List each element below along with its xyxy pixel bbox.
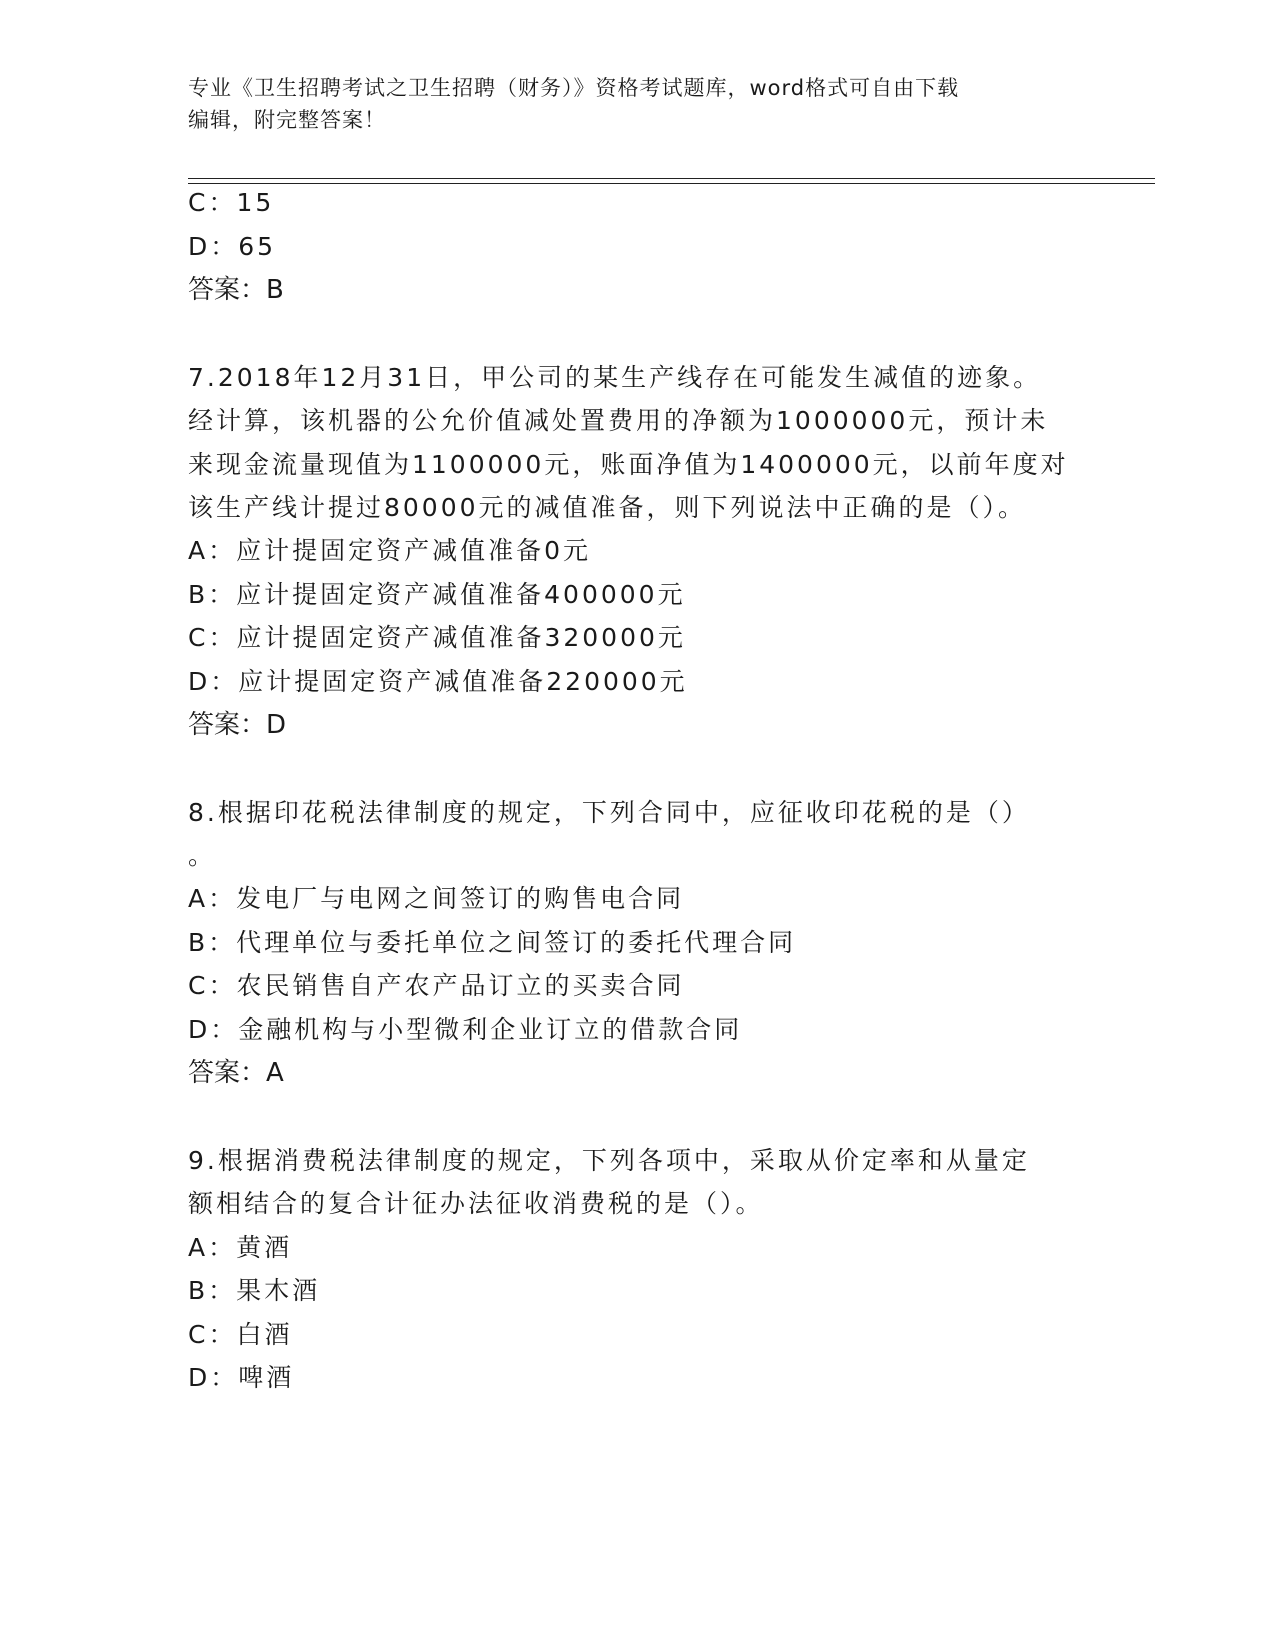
q8-option-d: D：金融机构与小型微利企业订立的借款合同 (188, 1015, 743, 1044)
q9-option-b: B：果木酒 (188, 1276, 321, 1305)
header-divider-top (188, 178, 1155, 179)
q9-stem-line-2: 额相结合的复合计征办法征收消费税的是（）。 (188, 1189, 764, 1218)
q7-stem-line-2: 经计算，该机器的公允价值减处置费用的净额为1000000元，预计未 (188, 406, 1049, 435)
q9-option-c: C：白酒 (188, 1320, 293, 1349)
q8-stem-line-1: 8.根据印花税法律制度的规定，下列合同中，应征收印花税的是（） (188, 798, 1030, 827)
q8-option-b: B：代理单位与委托单位之间签订的委托代理合同 (188, 928, 797, 957)
q9-option-a: A：黄酒 (188, 1233, 293, 1262)
q7-option-d: D：应计提固定资产减值准备220000元 (188, 667, 688, 696)
header-line-1: 专业《卫生招聘考试之卫生招聘（财务）》资格考试题库，word格式可自由下载 (188, 76, 960, 100)
q8-option-a: A：发电厂与电网之间签订的购售电合同 (188, 884, 685, 913)
q7-option-c: C：应计提固定资产减值准备320000元 (188, 623, 686, 652)
q8-stem-line-2: 。 (188, 841, 217, 870)
q9-stem-line-1: 9.根据消费税法律制度的规定，下列各项中，采取从价定率和从量定 (188, 1146, 1030, 1175)
header-line-2: 编辑，附完整答案！ (188, 108, 386, 132)
q7-answer: 答案：D (188, 710, 287, 740)
prev-option-d: D：65 (188, 232, 277, 261)
header-divider-bottom (188, 183, 1155, 184)
q7-stem-line-4: 该生产线计提过80000元的减值准备，则下列说法中正确的是（）。 (188, 493, 1027, 522)
q8-option-c: C：农民销售自产农产品订立的买卖合同 (188, 971, 685, 1000)
q7-stem-line-3: 来现金流量现值为1100000元，账面净值为1400000元，以前年度对 (188, 450, 1069, 479)
prev-option-c: C：15 (188, 188, 275, 217)
q7-option-a: A：应计提固定资产减值准备0元 (188, 536, 592, 565)
q8-answer: 答案：A (188, 1058, 284, 1088)
prev-answer: 答案：B (188, 275, 284, 305)
q7-stem-line-1: 7.2018年12月31日，甲公司的某生产线存在可能发生减值的迹象。 (188, 363, 1042, 392)
q9-option-d: D：啤酒 (188, 1363, 295, 1392)
page-header (188, 72, 1088, 136)
q7-option-b: B：应计提固定资产减值准备400000元 (188, 580, 686, 609)
